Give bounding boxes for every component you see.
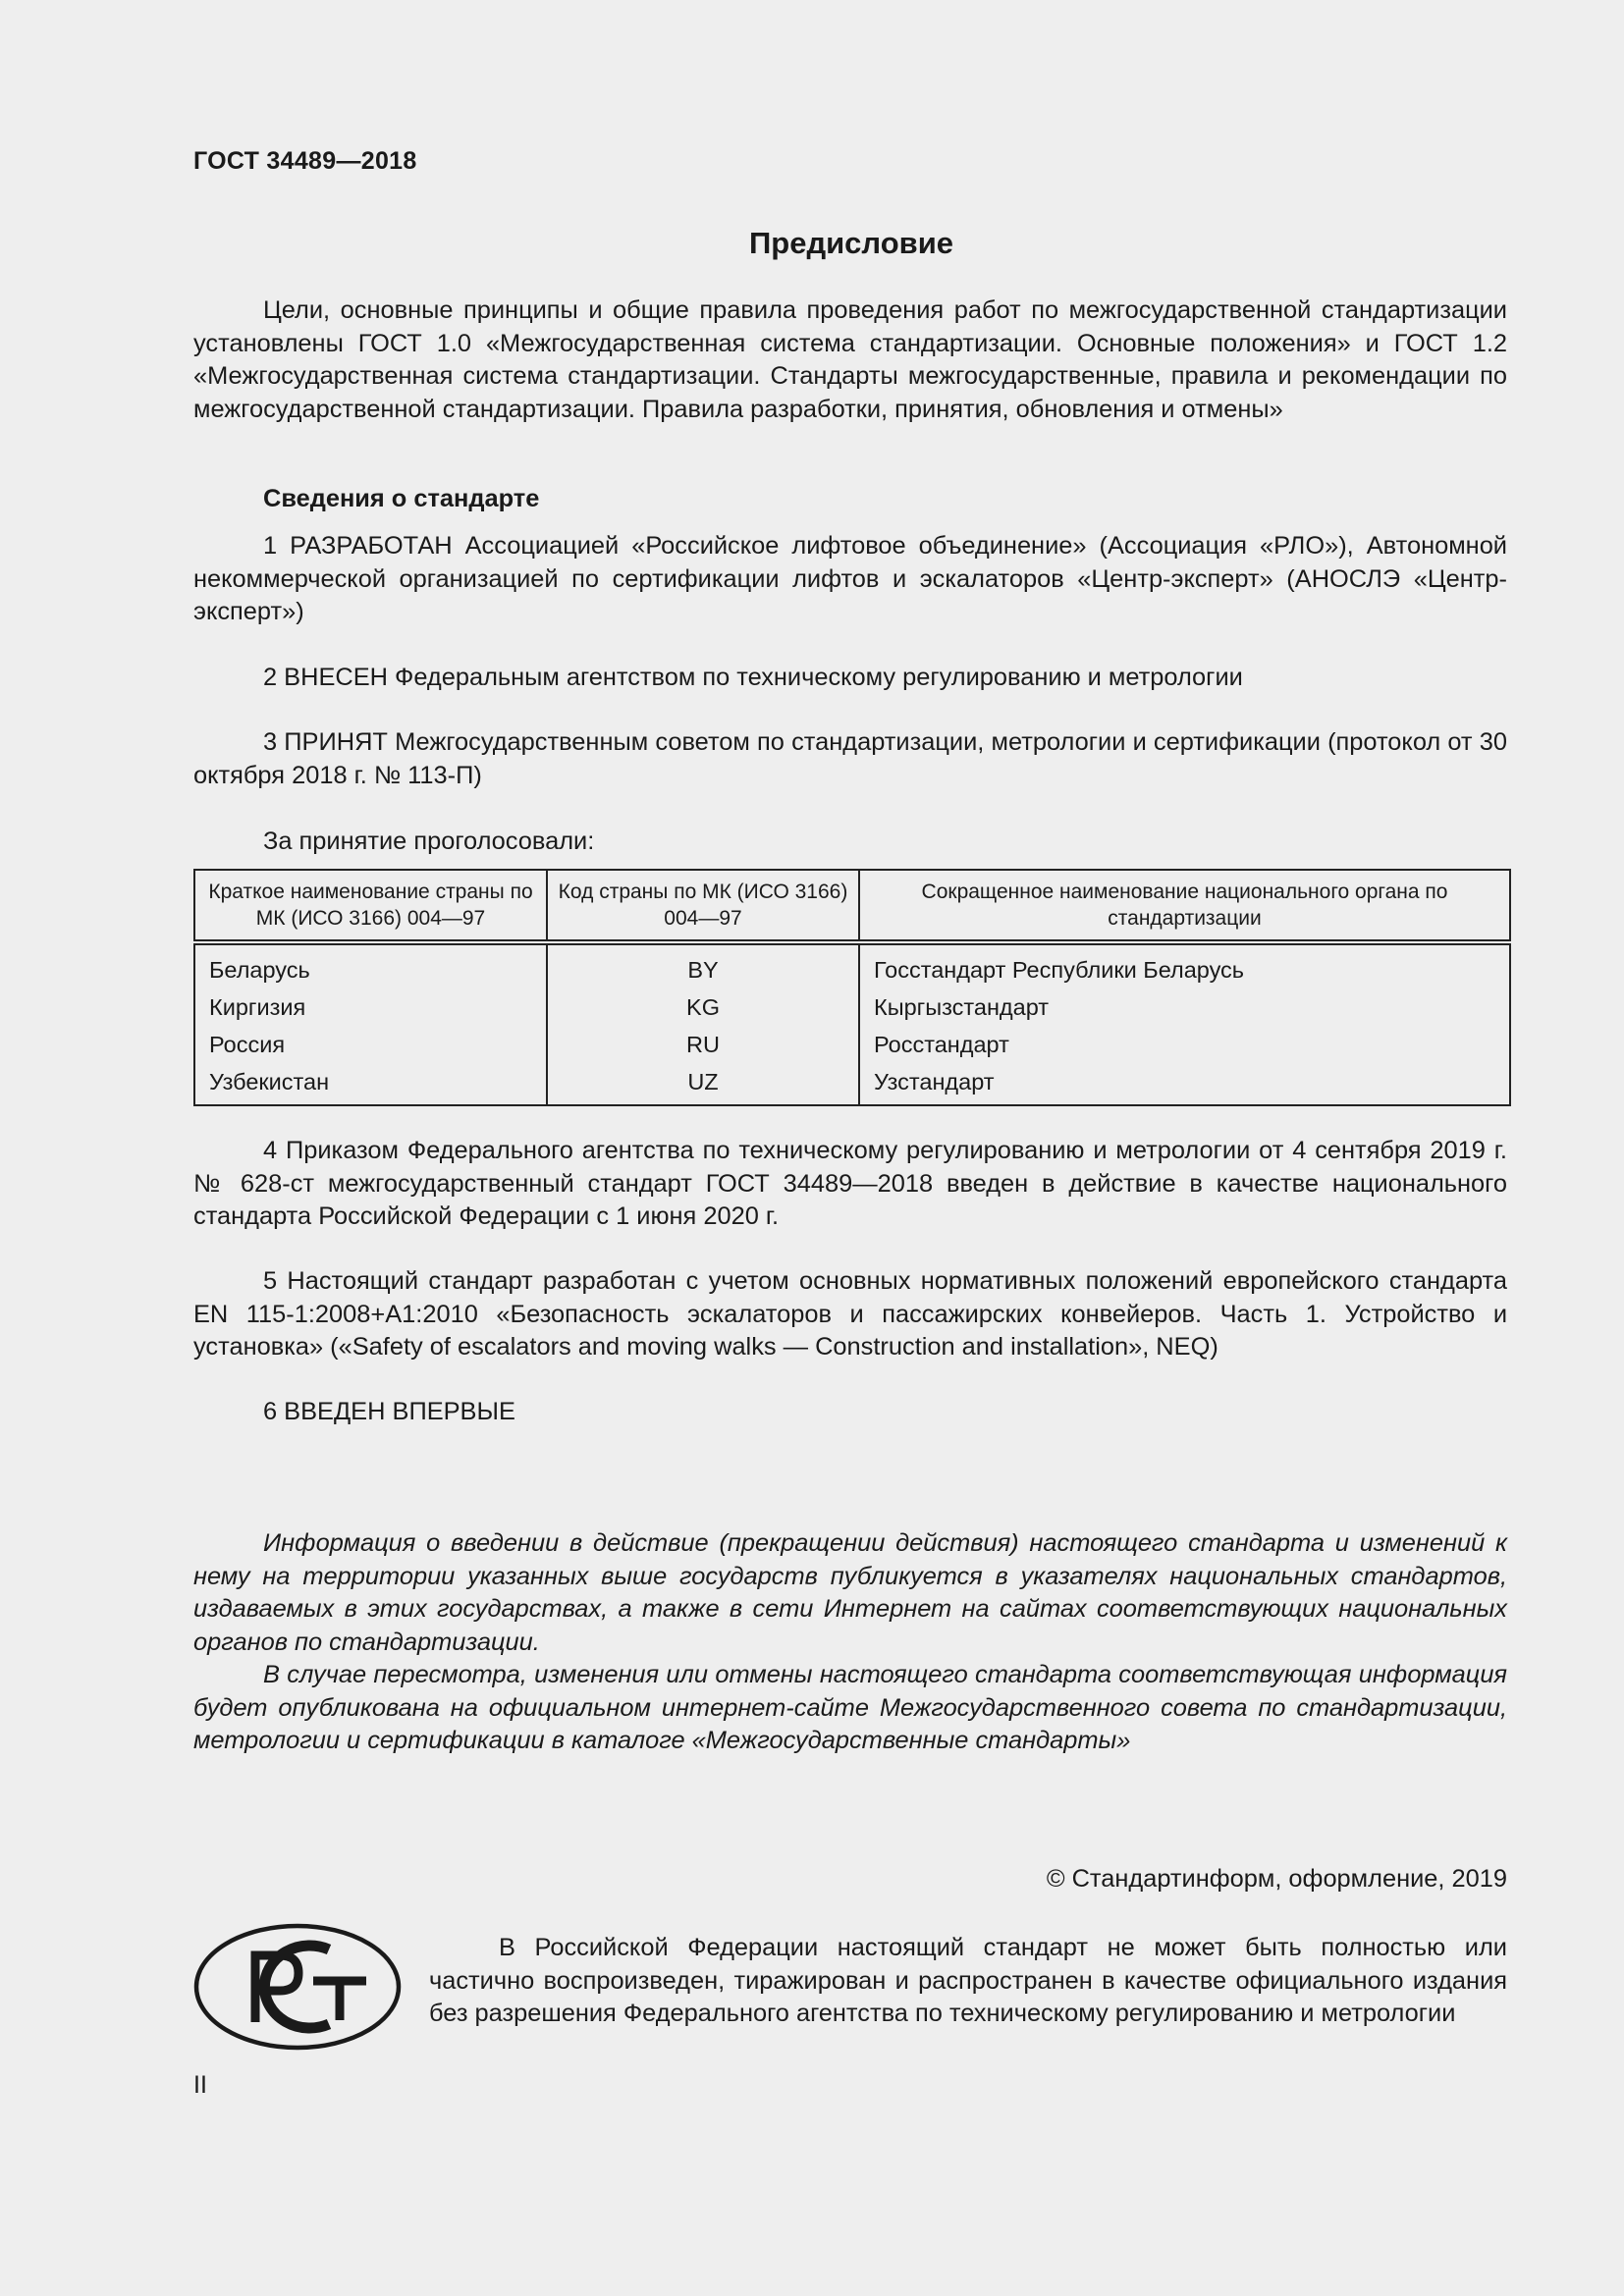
standard-code-header: ГОСТ 34489—2018 <box>193 147 417 175</box>
table-row <box>194 988 1510 1026</box>
country-name-cell: Россия <box>194 1026 547 1063</box>
country-code-cell: BY <box>547 942 859 988</box>
italic-note-revision: В случае пересмотра, изменения или отмены настоящего стандарта соответствующая информация будет опубликована на официальном интернет-сайте Межгосударственного совета по стандартизации, метрологии и сертификации в каталоге «Межгосударственные стандарты» <box>193 1661 1507 1754</box>
header-national-body: Сокращенное наименование национального органа по стандартизации <box>859 870 1510 942</box>
reproduction-notice <box>429 1932 1507 2031</box>
table-row <box>194 1026 1510 1063</box>
country-code-cell: RU <box>547 1026 859 1063</box>
header-country-name: Краткое наименование страны по МК (ИСО 3166) 004—97 <box>194 870 547 942</box>
national-body-cell: Госстандарт Республики Беларусь <box>859 942 1510 988</box>
copyright-line: © Стандартинформ, оформление, 2019 <box>1046 1865 1507 1893</box>
item-6-block <box>193 1396 1507 1429</box>
item-2-submitted: 2 ВНЕСЕН Федеральным агентством по техническому регулированию и метрологии <box>263 664 1243 691</box>
voted-label: За принятие проголосовали: <box>263 828 595 855</box>
country-name-cell: Беларусь <box>194 942 547 988</box>
item-3-block <box>193 726 1507 792</box>
item-5-basis: 5 Настоящий стандарт разработан с учетом основных нормативных положений европейского стандарта EN 115-1:2008+A1:2010 «Безопасность эскалаторов и пассажирских конвейеров. Часть 1. Устройство и установка» («Safety of escalators and moving walks — Construction and installation», NEQ) <box>193 1267 1507 1361</box>
italic-note-publication: Информация о введении в действие (прекращении действия) настоящего стандарта и изменений к нему на территории указанных выше государств публикуется в указателях национальных стандартов, издаваемых в этих государствах, а также в сети Интернет на сайтах соответствующих национальных органов по стандартизации. <box>193 1529 1507 1656</box>
rst-certification-mark-icon <box>193 1922 402 2052</box>
item-3-adopted: 3 ПРИНЯТ Межгосударственным советом по стандартизации, метрологии и сертификации (протокол от 30 октября 2018 г. № 113-П) <box>193 728 1507 789</box>
voting-table <box>193 869 1511 1106</box>
item-2-block <box>193 662 1507 695</box>
table-header-row <box>194 870 1510 942</box>
page-number: II <box>193 2071 207 2099</box>
item-6-introduced: 6 ВВЕДЕН ВПЕРВЫЕ <box>263 1398 515 1425</box>
country-name-cell: Узбекистан <box>194 1063 547 1105</box>
national-body-cell: Узстандарт <box>859 1063 1510 1105</box>
item-1-developed: 1 РАЗРАБОТАН Ассоциацией «Российское лифтовое объединение» (Ассоциация «РЛО»), Автономной некоммерческой организацией по сертификации лифтов и эскалаторов «Центр-эксперт» (АНОСЛЭ «Центр-эксперт») <box>193 532 1507 625</box>
table-row <box>194 1063 1510 1105</box>
item-1-block <box>193 530 1507 629</box>
intro-paragraph-block <box>193 294 1507 426</box>
country-code-cell: UZ <box>547 1063 859 1105</box>
italic-notes-block <box>193 1527 1507 1758</box>
country-name-cell: Киргизия <box>194 988 547 1026</box>
reproduction-notice-text: В Российской Федерации настоящий стандарт не может быть полностью или частично воспроизведен, тиражирован и распространен в качестве официального издания без разрешения Федерального агентства по техническому регулированию и метрологии <box>429 1934 1507 2027</box>
header-country-code: Код страны по МК (ИСО 3166) 004—97 <box>547 870 859 942</box>
item-5-block <box>193 1265 1507 1364</box>
national-body-cell: Росстандарт <box>859 1026 1510 1063</box>
item-4-block <box>193 1135 1507 1234</box>
item-4-order: 4 Приказом Федерального агентства по техническому регулированию и метрологии от 4 сентября 2019 г. № 628-ст межгосударственный стандарт ГОСТ 34489—2018 введен в действие в качестве национального стандарта Российской Федерации с 1 июня 2020 г. <box>193 1137 1507 1230</box>
national-body-cell: Кыргызстандарт <box>859 988 1510 1026</box>
country-code-cell: KG <box>547 988 859 1026</box>
info-heading: Сведения о стандарте <box>263 485 540 512</box>
page-title: Предисловие <box>748 226 953 260</box>
intro-paragraph: Цели, основные принципы и общие правила проведения работ по межгосударственной стандартизации установлены ГОСТ 1.0 «Межгосударственная система стандартизации. Основные положения» и ГОСТ 1.2 «Межгосударственная система стандартизации. Стандарты межгосударственные, правила и рекомендации по межгосударственной стандартизации. Правила разработки, принятия, обновления и отмены» <box>193 296 1507 423</box>
table-row <box>194 942 1510 988</box>
